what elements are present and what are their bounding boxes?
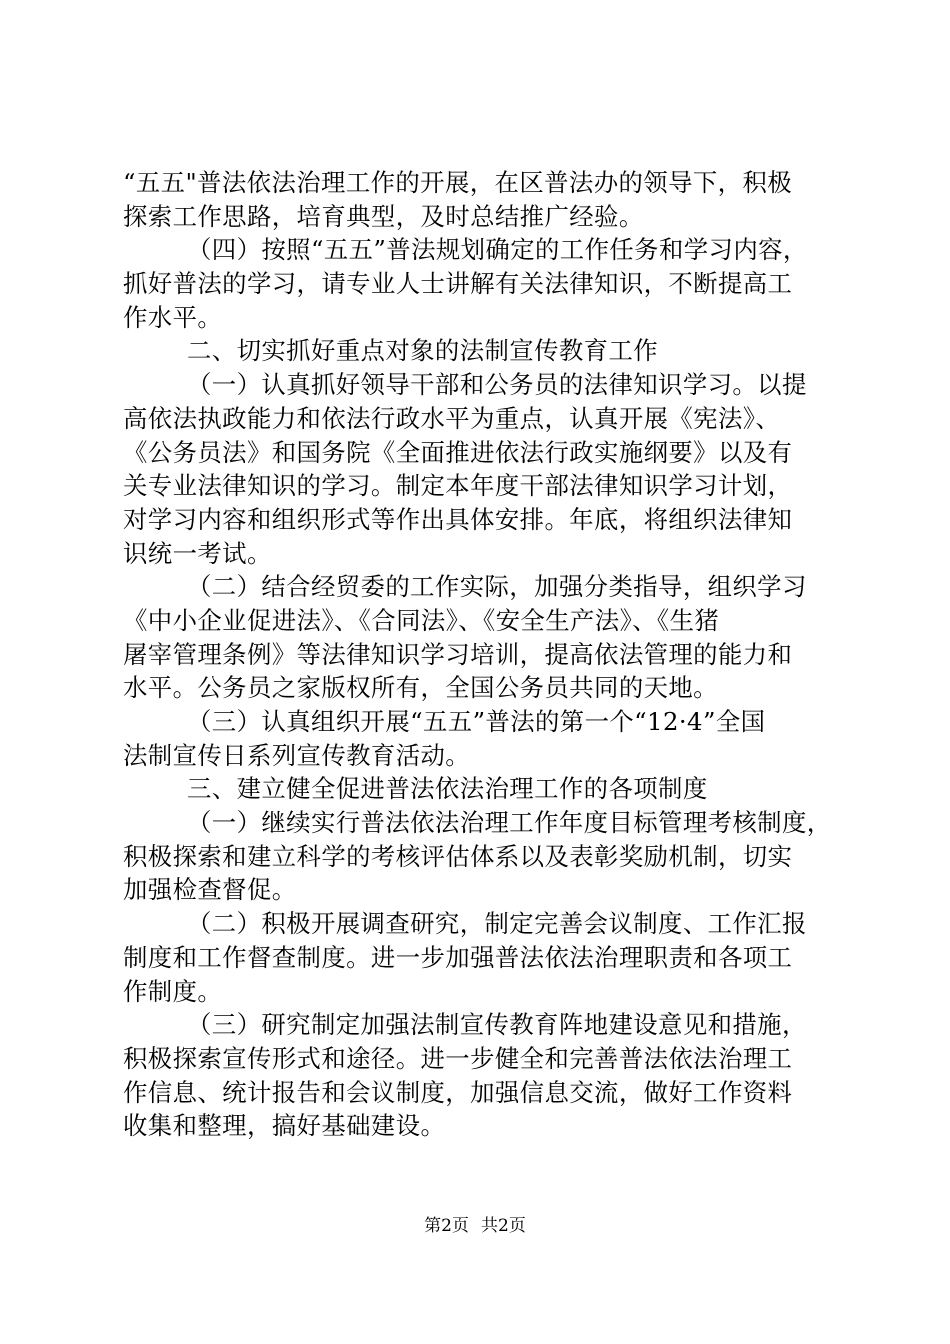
document-body [123, 166, 843, 1143]
paragraph-line: （一）认真抓好领导干部和公务员的法律知识学习。以提 [187, 370, 807, 400]
paragraph-line: （二）结合经贸委的工作实际，加强分类指导，组织学习 [187, 572, 807, 602]
paragraph-line: 作信息、统计报告和会议制度，加强信息交流，做好工作资料 [123, 1077, 793, 1107]
paragraph-line: 法制宣传日系列宣传教育活动。 [123, 740, 471, 770]
paragraph-line: （三）认真组织开展“五五”普法的第一个“12·4”全国 [187, 707, 766, 736]
paragraph-line: 识统一考试。 [123, 538, 272, 568]
paragraph-line: 《公务员法》和国务院《全面推进依法行政实施纲要》以及有 [123, 437, 793, 467]
paragraph-line: 探索工作思路，培育典型，及时总结推广经验。 [123, 201, 644, 231]
paragraph-line: 《中小企业促进法》、《合同法》、《安全生产法》、《生猪 [123, 605, 720, 635]
paragraph-line: 收集和整理，搞好基础建设。 [123, 1111, 446, 1141]
paragraph-line: 加强检查督促。 [123, 875, 297, 905]
paragraph-line: 作水平。 [123, 302, 223, 332]
paragraph-line: 积极探索和建立科学的考核评估体系以及表彰奖励机制，切实 [123, 841, 793, 871]
paragraph-line: （一）继续实行普法依法治理工作年度目标管理考核制度， [187, 808, 832, 838]
paragraph-line: “五五"普法依法治理工作的开展，在区普法办的领导下，积极 [123, 168, 793, 197]
paragraph-line: 水平。公务员之家版权所有，全国公务员共同的天地。 [123, 673, 718, 703]
paragraph-line: 关专业法律知识的学习。制定本年度干部法律知识学习计划， [123, 471, 793, 501]
paragraph-line: （二）积极开展调查研究，制定完善会议制度、工作汇报 [187, 909, 807, 939]
paragraph-line: 作制度。 [123, 976, 223, 1006]
paragraph-line: 高依法执政能力和依法行政水平为重点，认真开展《宪法》、 [123, 403, 781, 433]
page-number-total: 共2页 [481, 1216, 526, 1236]
paragraph-line: 对学习内容和组织形式等作出具体安排。年底，将组织法律知 [123, 504, 793, 534]
page-number-current: 第2页 [424, 1216, 469, 1236]
paragraph-line: 抓好普法的学习，请专业人士讲解有关法律知识，不断提高工 [123, 269, 793, 299]
section-heading: 二、切实抓好重点对象的法制宣传教育工作 [187, 336, 659, 366]
page-footer [0, 1215, 950, 1237]
paragraph-line: （三）研究制定加强法制宣传教育阵地建设意见和措施， [187, 1010, 807, 1040]
paragraph-line: （四）按照“五五”普法规划确定的工作任务和学习内容， [187, 235, 808, 265]
paragraph-line: 制度和工作督查制度。进一步加强普法依法治理职责和各项工 [123, 942, 793, 972]
section-heading: 三、建立健全促进普法依法治理工作的各项制度 [187, 774, 708, 804]
paragraph-line: 积极探索宣传形式和途径。进一步健全和完善普法依法治理工 [123, 1043, 793, 1073]
paragraph-line: 屠宰管理条例》等法律知识学习培训，提高依法管理的能力和 [123, 639, 793, 669]
